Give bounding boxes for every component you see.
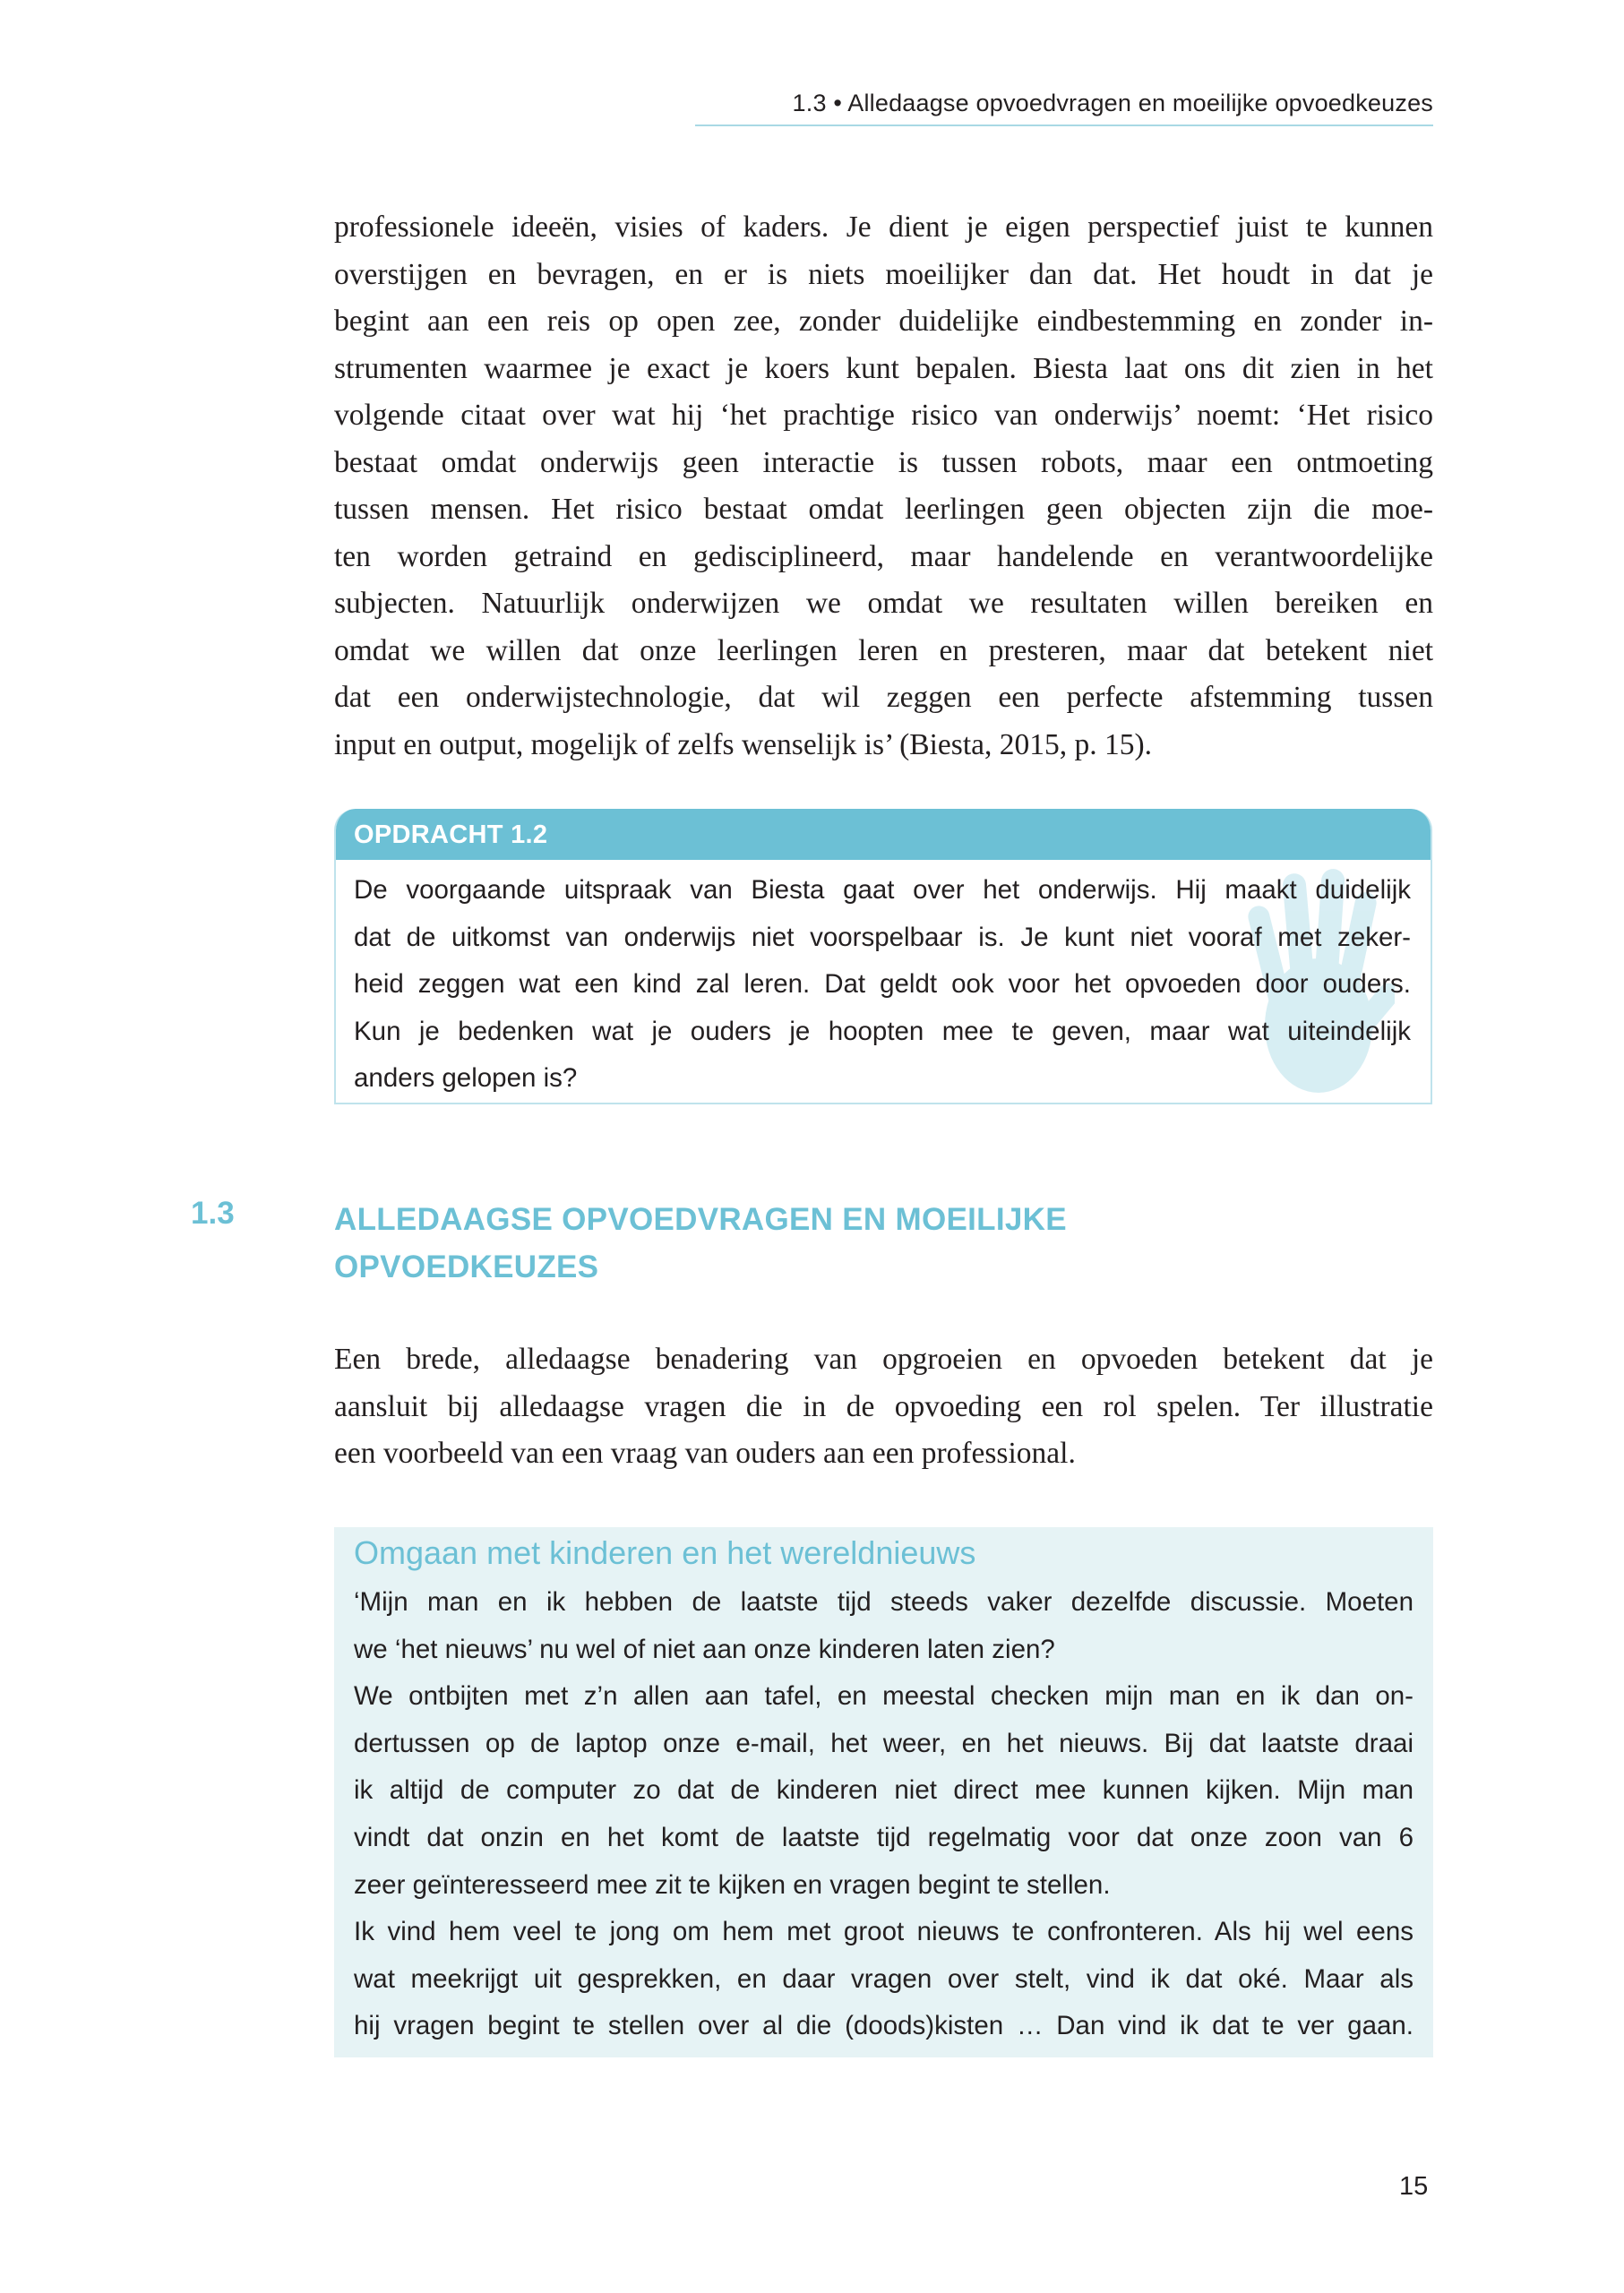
section-number: 1.3 xyxy=(191,1196,235,1231)
case-body xyxy=(354,1579,1413,2050)
text-line: heid zeggen wat een kind zal leren. Dat geldt ook voor het opvoeden door ouders. xyxy=(354,969,1411,999)
paragraph-2 xyxy=(334,1336,1433,1478)
text-line: wat meekrijgt uit gesprekken, en daar vragen over stelt, vind ik dat oké. Maar als xyxy=(354,1963,1413,1994)
section-heading xyxy=(334,1196,1230,1291)
text-line: we ‘het nieuws’ nu wel of niet aan onze kinderen laten zien? xyxy=(354,1634,1055,1664)
text-line: ten worden getraind en gedisciplineerd, maar handelende en verantwoordelijke xyxy=(334,539,1433,573)
text-line: vindt dat onzin en het komt de laatste tijd regelmatig voor dat onze zoon van 6 xyxy=(354,1822,1413,1852)
text-line: strumenten waarmee je exact je koers kunt bepalen. Biesta laat ons dit zien in het xyxy=(334,351,1433,385)
text-line: hij vragen begint te stellen over al die (doods)kisten … Dan vind ik dat te ver gaan. xyxy=(354,2011,1413,2041)
text-line: aansluit bij alledaagse vragen die in de opvoeding een rol spelen. Ter illustratie xyxy=(334,1389,1433,1423)
text-line: Ik vind hem veel te jong om hem met groot nieuws te confronteren. Als hij wel eens xyxy=(354,1917,1413,1947)
text-line: een voorbeeld van een vraag van ouders aan een professional. xyxy=(334,1437,1076,1470)
text-line: De voorgaande uitspraak van Biesta gaat over het onderwijs. Hij maakt duidelijk xyxy=(354,875,1411,905)
section-heading-line: OPVOEDKEUZES xyxy=(334,1250,599,1284)
assignment-title: OPDRACHT 1.2 xyxy=(334,809,1432,860)
text-line: omdat we willen dat onze leerlingen leren en presteren, maar dat betekent niet xyxy=(334,633,1433,667)
text-line: dertussen op de laptop onze e-mail, het weer, en het nieuws. Bij dat laatste draai xyxy=(354,1728,1413,1758)
page-number: 15 xyxy=(1399,2172,1429,2201)
text-line: Een brede, alledaagse benadering van opgroeien en opvoeden betekent dat je xyxy=(334,1343,1433,1376)
running-head: 1.3 • Alledaagse opvoedvragen en moeilijke opvoedkeuzes xyxy=(695,90,1433,126)
text-line: anders gelopen is? xyxy=(354,1063,578,1093)
text-line: overstijgen en bevragen, en er is niets moeilijker dan dat. Het houdt in dat je xyxy=(334,257,1433,291)
text-line: professionele ideeën, visies of kaders. Je dient je eigen perspectief juist te kunnen xyxy=(334,210,1433,244)
case-box xyxy=(334,1527,1433,2057)
text-line: begint aan een reis op open zee, zonder duidelijke eindbestemming en zonder in- xyxy=(334,305,1433,338)
case-title: Omgaan met kinderen en het wereldnieuws xyxy=(354,1534,976,1571)
text-line: subjecten. Natuurlijk onderwijzen we omdat we resultaten willen bereiken en xyxy=(334,587,1433,620)
text-line: dat de uitkomst van onderwijs niet voorspelbaar is. Je kunt niet vooraf met zeker- xyxy=(354,922,1411,952)
text-line: ‘Mijn man en ik hebben de laatste tijd steeds vaker dezelfde discussie. Moeten xyxy=(354,1587,1413,1617)
text-line: input en output, mogelijk of zelfs wenselijk is’ (Biesta, 2015, p. 15). xyxy=(334,727,1153,761)
section-heading-line: ALLEDAAGSE OPVOEDVRAGEN EN MOEILIJKE xyxy=(334,1202,1067,1237)
text-line: dat een onderwijstechnologie, dat wil zeggen een perfecte afstemming tussen xyxy=(334,681,1433,714)
text-line: volgende citaat over wat hij ‘het prachtige risico van onderwijs’ noemt: ‘Het risico xyxy=(334,399,1433,432)
text-line: tussen mensen. Het risico bestaat omdat leerlingen geen objecten zijn die moe- xyxy=(334,493,1433,526)
assignment-box xyxy=(334,809,1432,1104)
text-line: ik altijd de computer zo dat de kinderen niet direct mee kunnen kijken. Mijn man xyxy=(354,1775,1413,1806)
text-line: We ontbijten met z’n allen aan tafel, en meestal checken mijn man en ik dan on- xyxy=(354,1681,1413,1712)
text-line: Kun je bedenken wat je ouders je hoopten mee te geven, maar wat uiteindelijk xyxy=(354,1016,1411,1046)
paragraph-1 xyxy=(334,204,1433,769)
text-line: bestaat omdat onderwijs geen interactie is tussen robots, maar een ontmoeting xyxy=(334,445,1433,479)
assignment-body xyxy=(336,860,1431,1103)
text-line: zeer geïnteresseerd mee zit te kijken en vragen begint te stellen. xyxy=(354,1869,1111,1900)
